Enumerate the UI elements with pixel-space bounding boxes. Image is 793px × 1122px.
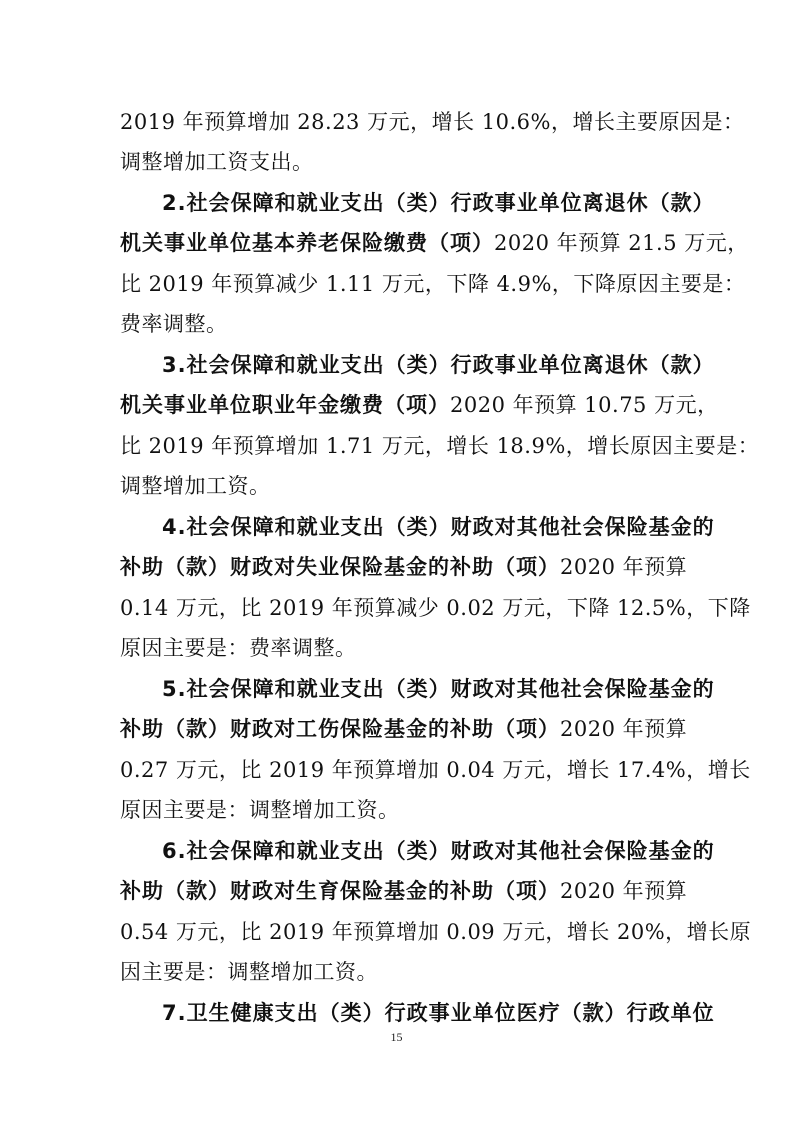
line-text: 比 2019 年预算增加 1.71 万元，增长 18.9%，增长原因主要是： xyxy=(120,434,760,458)
line-text: 2020 年预算 xyxy=(560,555,688,579)
text-line xyxy=(120,715,687,743)
text-line xyxy=(120,432,759,460)
text-line xyxy=(120,756,751,784)
item-heading-5 xyxy=(162,675,715,703)
heading-bold-text: 补助（款）财政对生育保险基金的补助（项） xyxy=(120,879,560,903)
line-text: 费率调整。 xyxy=(120,312,228,336)
text-line xyxy=(120,958,378,986)
text-line xyxy=(120,796,400,824)
heading-bold-text: 3.社会保障和就业支出（类）行政事业单位离退休（款） xyxy=(162,353,715,377)
text-line xyxy=(120,877,687,905)
line-text: 2020 年预算 xyxy=(560,879,688,903)
item-heading-6 xyxy=(162,837,715,865)
line-text: 因主要是：调整增加工资。 xyxy=(120,960,378,984)
item-heading-2 xyxy=(162,189,715,217)
text-line xyxy=(120,553,687,581)
line-text: 调整增加工资。 xyxy=(120,474,271,498)
item-heading-4 xyxy=(162,513,715,541)
page-number: 15 xyxy=(390,1030,403,1044)
line-text: 2020 年预算 21.5 万元， xyxy=(494,231,749,255)
heading-bold-text: 7.卫生健康支出（类）行政事业单位医疗（款）行政单位 xyxy=(162,1001,715,1025)
text-line xyxy=(120,229,749,257)
line-text: 0.27 万元，比 2019 年预算增加 0.04 万元，增长 17.4%，增长 xyxy=(120,758,751,782)
heading-bold-text: 机关事业单位基本养老保险缴费（项） xyxy=(120,231,494,255)
line-text: 0.14 万元，比 2019 年预算减少 0.02 万元，下降 12.5%，下降 xyxy=(120,596,751,620)
text-line xyxy=(120,634,357,662)
item-heading-7 xyxy=(162,999,715,1027)
text-line xyxy=(120,472,271,500)
heading-bold-text: 补助（款）财政对工伤保险基金的补助（项） xyxy=(120,717,560,741)
heading-bold-text: 补助（款）财政对失业保险基金的补助（项） xyxy=(120,555,560,579)
line-text: 0.54 万元，比 2019 年预算增加 0.09 万元，增长 20%，增长原 xyxy=(120,920,752,944)
text-line xyxy=(120,918,751,946)
text-line xyxy=(120,310,228,338)
line-text: 2019 年预算增加 28.23 万元，增长 10.6%，增长主要原因是： xyxy=(120,110,745,134)
text-line xyxy=(120,391,719,419)
text-line xyxy=(120,270,745,298)
heading-bold-text: 机关事业单位职业年金缴费（项） xyxy=(120,393,450,417)
line-text: 2020 年预算 xyxy=(560,717,688,741)
text-line xyxy=(120,594,751,622)
line-text: 原因主要是：调整增加工资。 xyxy=(120,798,400,822)
text-line xyxy=(120,108,744,136)
heading-bold-text: 5.社会保障和就业支出（类）财政对其他社会保险基金的 xyxy=(162,677,715,701)
line-text: 比 2019 年预算减少 1.11 万元，下降 4.9%，下降原因主要是： xyxy=(120,272,746,296)
heading-bold-text: 6.社会保障和就业支出（类）财政对其他社会保险基金的 xyxy=(162,839,715,863)
heading-bold-text: 4.社会保障和就业支出（类）财政对其他社会保险基金的 xyxy=(162,515,715,539)
item-heading-3 xyxy=(162,351,715,379)
text-line xyxy=(120,148,314,176)
line-text: 原因主要是：费率调整。 xyxy=(120,636,357,660)
heading-bold-text: 2.社会保障和就业支出（类）行政事业单位离退休（款） xyxy=(162,191,715,215)
line-text: 调整增加工资支出。 xyxy=(120,150,314,174)
line-text: 2020 年预算 10.75 万元， xyxy=(450,393,719,417)
